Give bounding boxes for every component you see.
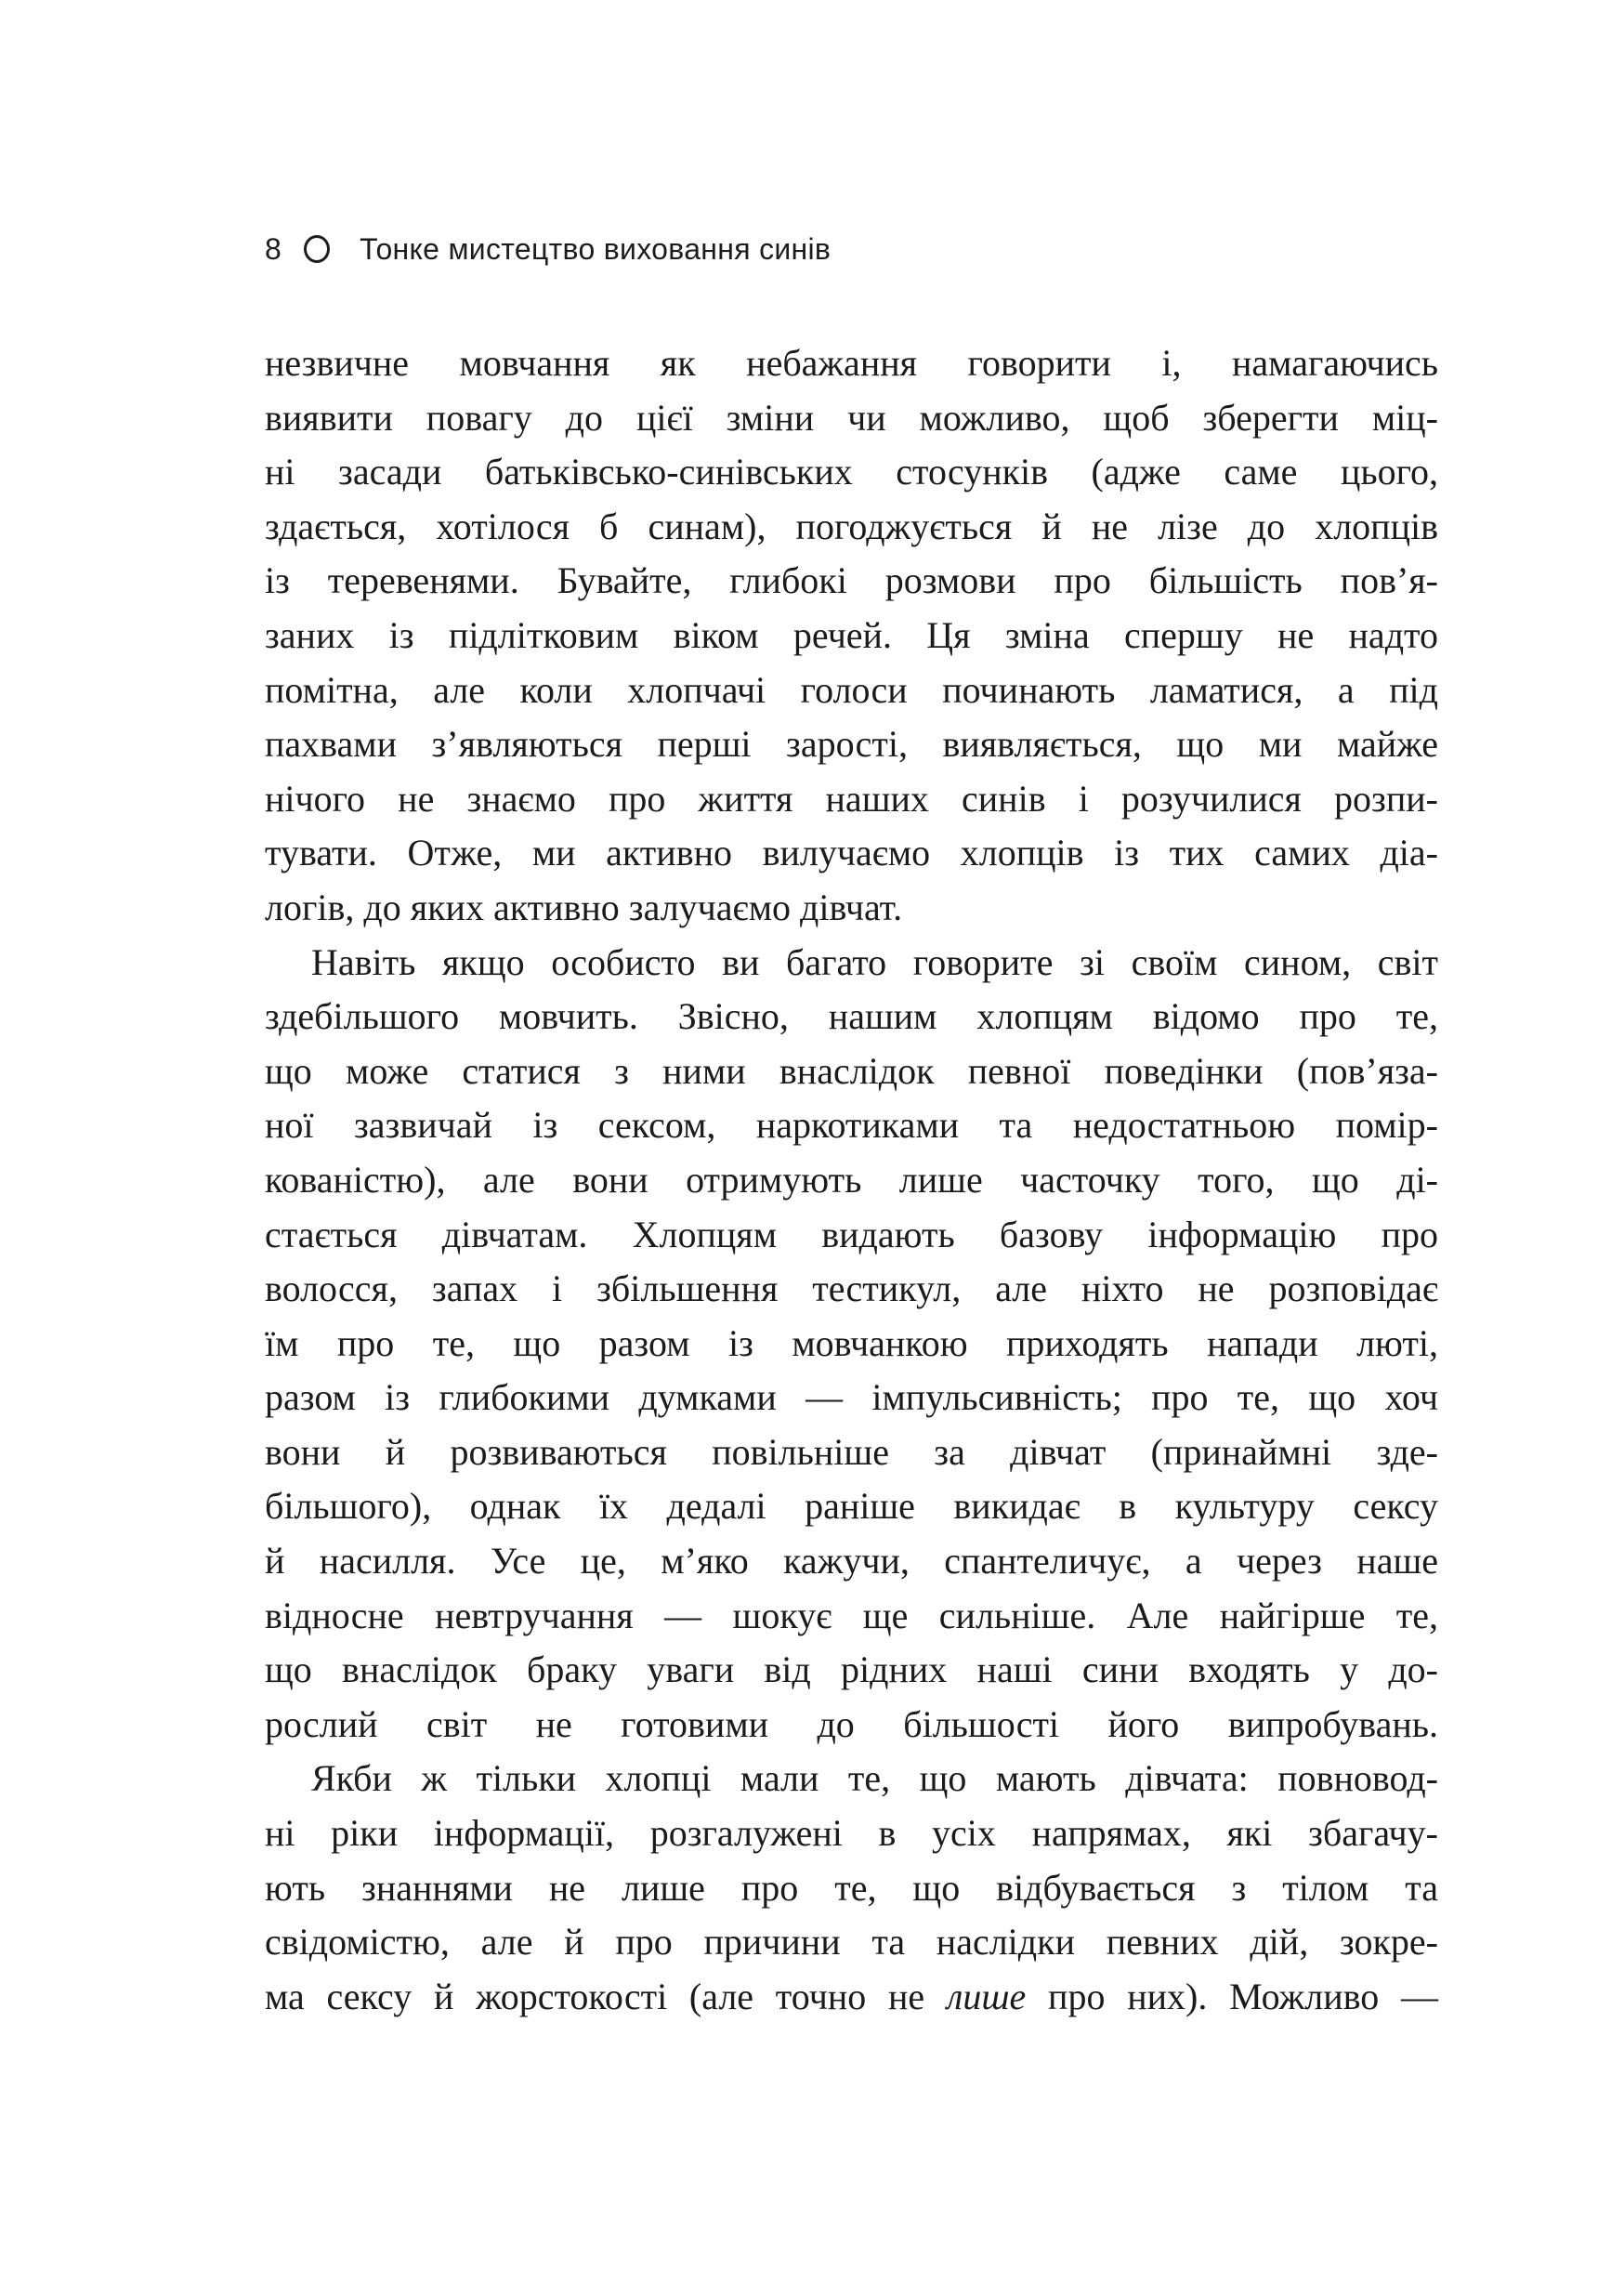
regular-text: їм про те, що разом із мовчанкою приходять напади люті, (265, 1321, 1438, 1364)
regular-text: вони й розвиваються повільніше за дівчат (принаймні зде- (265, 1430, 1438, 1473)
italic-text: лише (946, 1975, 1027, 2017)
regular-text: тувати. Отже, ми активно вилучаємо хлопців із тих самих діа- (265, 832, 1438, 874)
text-line (265, 609, 1438, 663)
running-header-title: Тонке мистецтво виховання синів (360, 232, 832, 266)
running-header (265, 232, 831, 266)
text-line (265, 1534, 1438, 1589)
regular-text: й насилля. Усе це, м’яко кажучи, спантеличує, а через наше (265, 1540, 1438, 1583)
text-line (265, 1861, 1438, 1916)
regular-text: волосся, запах і збільшення тестикул, але ніхто не розповідає (265, 1267, 1438, 1310)
paragraph (265, 936, 1438, 1753)
text-line (265, 990, 1438, 1044)
text-line (265, 772, 1438, 827)
text-line (265, 391, 1438, 446)
text-line (265, 1208, 1438, 1263)
regular-text: логів, до яких активно залучаємо дівчат. (265, 886, 903, 928)
regular-text: незвичне мовчання як небажання говорити і, намагаючись (265, 342, 1438, 384)
paragraph (265, 336, 1438, 936)
text-line (265, 936, 1438, 991)
text-line (265, 336, 1438, 391)
regular-text: що може статися з ними внаслідок певної поведінки (пов’яза- (265, 1049, 1438, 1092)
text-line (265, 1698, 1438, 1753)
regular-text: здається, хотілося б синам), погоджується й не лізе до хлопців (265, 505, 1438, 547)
text-line (265, 1915, 1438, 1970)
regular-text: здебільшого мовчить. Звісно, нашим хлопцям відомо про те, (265, 995, 1438, 1038)
text-line (265, 717, 1438, 772)
paragraph (265, 1752, 1438, 2024)
regular-text: про них). Можливо — (1026, 1975, 1438, 2017)
regular-text: виявити повагу до цієї зміни чи можливо, щоб зберегти міц- (265, 396, 1438, 439)
text-line (265, 1262, 1438, 1317)
regular-text: разом із глибокими думками — імпульсивність; про те, що хоч (265, 1376, 1438, 1419)
text-line (265, 1425, 1438, 1480)
text-line (265, 1752, 1438, 1806)
regular-text: свідомістю, але й про причини та наслідки певних дій, зокре- (265, 1921, 1438, 1963)
regular-text: кованістю), але вони отримують лише часточку того, що ді- (265, 1158, 1438, 1201)
regular-text: ють знаннями не лише про те, що відбувається з тілом та (265, 1866, 1438, 1909)
text-line (265, 881, 1438, 936)
regular-text: рослий світ не готовими до більшості його випробувань. (265, 1702, 1438, 1745)
text-line (265, 1317, 1438, 1372)
regular-text: пахвами з’являються перші зарості, виявляється, що ми майже (265, 723, 1438, 766)
regular-text: Якби ж тільки хлопці мали те, що мають дівчата: повновод- (311, 1757, 1438, 1800)
regular-text: ної зазвичай із сексом, наркотиками та недостатньою помір- (265, 1104, 1438, 1147)
regular-text: помітна, але коли хлопчачі голоси починають ламатися, а під (265, 668, 1438, 711)
regular-text: із теревенями. Бувайте, глибокі розмови про більшість пов’я- (265, 559, 1438, 602)
text-line (265, 1044, 1438, 1099)
text-line (265, 1153, 1438, 1208)
regular-text: відносне невтручання — шокує ще сильніше. Але найгірше те, (265, 1594, 1438, 1636)
text-line (265, 500, 1438, 555)
circle-outline-icon (304, 235, 330, 263)
regular-text: нічого не знаємо про життя наших синів і розучилися розпи- (265, 777, 1438, 820)
text-line (265, 1479, 1438, 1534)
text-line (265, 1098, 1438, 1153)
regular-text: ні засади батьківсько-синівських стосунків (адже саме цього, (265, 451, 1438, 493)
regular-text: ма сексу й жорстокості (але точно не (265, 1975, 947, 2017)
text-line (265, 1970, 1438, 2025)
text-line (265, 1371, 1438, 1425)
page-number: 8 (265, 232, 282, 266)
text-line (265, 663, 1438, 718)
regular-text: більшого), однак їх дедалі раніше викидає в культуру сексу (265, 1485, 1438, 1528)
text-line (265, 554, 1438, 609)
regular-text: що внаслідок браку уваги від рідних наші сини входять у до- (265, 1648, 1438, 1691)
regular-text: заних із підлітковим віком речей. Ця зміна спершу не надто (265, 613, 1438, 656)
text-line (265, 1806, 1438, 1861)
text-line (265, 1589, 1438, 1644)
regular-text: стається дівчатам. Хлопцям видають базову інформацію про (265, 1213, 1438, 1255)
text-line (265, 826, 1438, 881)
text-line (265, 1643, 1438, 1698)
regular-text: ні ріки інформації, розгалужені в усіх напрямах, які збагачу- (265, 1812, 1438, 1855)
body-text (265, 336, 1438, 2024)
regular-text: Навіть якщо особисто ви багато говорите зі своїм сином, світ (311, 940, 1438, 983)
text-line (265, 445, 1438, 500)
